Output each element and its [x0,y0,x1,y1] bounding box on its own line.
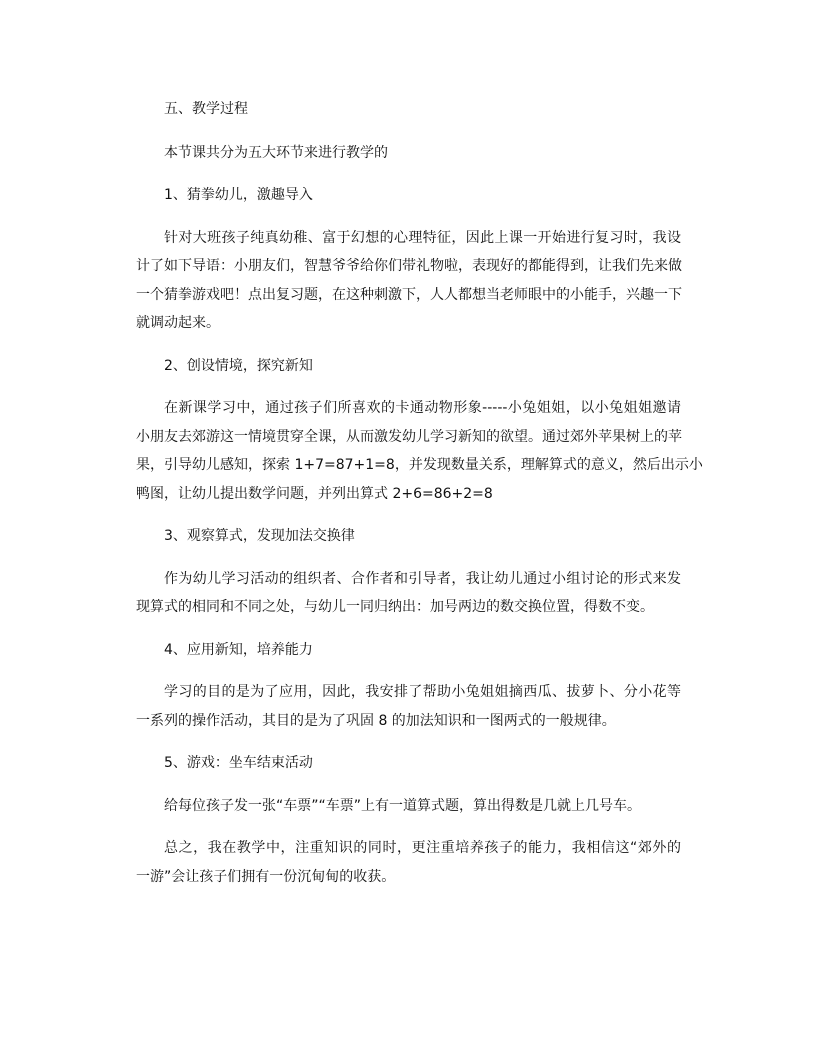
step4-heading: 4、应用新知，培养能力 [164,642,313,658]
step1-line: 一个猜拳游戏吧！点出复习题，在这种刺激下，人人都想当老师眼中的小能手，兴趣一下 [136,287,682,303]
step3-line: 作为幼儿学习活动的组织者、合作者和引导者，我让幼儿通过小组讨论的形式来发 [164,571,681,587]
step2-line: 鸭图，让幼儿提出数学问题，并列出算式 2+6=86+2=8 [136,486,493,502]
step5-line: 给每位孩子发一张“车票”“车票”上有一道算式题，算出得数是几就上几号车。 [164,798,642,814]
step2-line: 果，引导幼儿感知，探索 1+7=87+1=8，并发现数量关系，理解算式的意义，然后出示小 [136,457,703,473]
section-heading: 五、教学过程 [164,101,248,117]
step1-line: 计了如下导语：小朋友们，智慧爷爷给你们带礼物啦，表现好的都能得到，让我们先来做 [136,258,682,274]
step2-line: 小朋友去郊游这一情境贯穿全课，从而激发幼儿学习新知的欲望。通过郊外苹果树上的苹 [136,429,682,445]
step1-line: 针对大班孩子纯真幼稚、富于幻想的心理特征，因此上课一开始进行复习时，我设 [164,230,681,246]
step1-heading: 1、猜拳幼儿，激趣导入 [164,187,313,203]
step4-line: 一系列的操作活动，其目的是为了巩固 8 的加法知识和一图两式的一般规律。 [136,713,616,729]
step3-line: 现算式的相同和不同之处，与幼儿一同归纳出：加号两边的数交换位置，得数不变。 [136,599,654,615]
step2-line: 在新课学习中，通过孩子们所喜欢的卡通动物形象-----小兔姐姐，以小兔姐姐邀请 [164,400,681,416]
step2-heading: 2、创设情境，探究新知 [164,358,313,374]
step1-line: 就调动起来。 [136,315,220,331]
step5-heading: 5、游戏：坐车结束活动 [164,755,313,771]
step3-heading: 3、观察算式，发现加法交换律 [164,528,355,544]
conclusion-line: 总之，我在教学中，注重知识的同时，更注重培养孩子的能力，我相信这“郊外的 [164,840,681,856]
step4-line: 学习的目的是为了应用，因此，我安排了帮助小兔姐姐摘西瓜、拔萝卜、分小花等 [164,684,681,700]
conclusion-line: 一游”会让孩子们拥有一份沉甸甸的收获。 [136,869,396,885]
intro-line: 本节课共分为五大环节来进行教学的 [164,145,388,161]
